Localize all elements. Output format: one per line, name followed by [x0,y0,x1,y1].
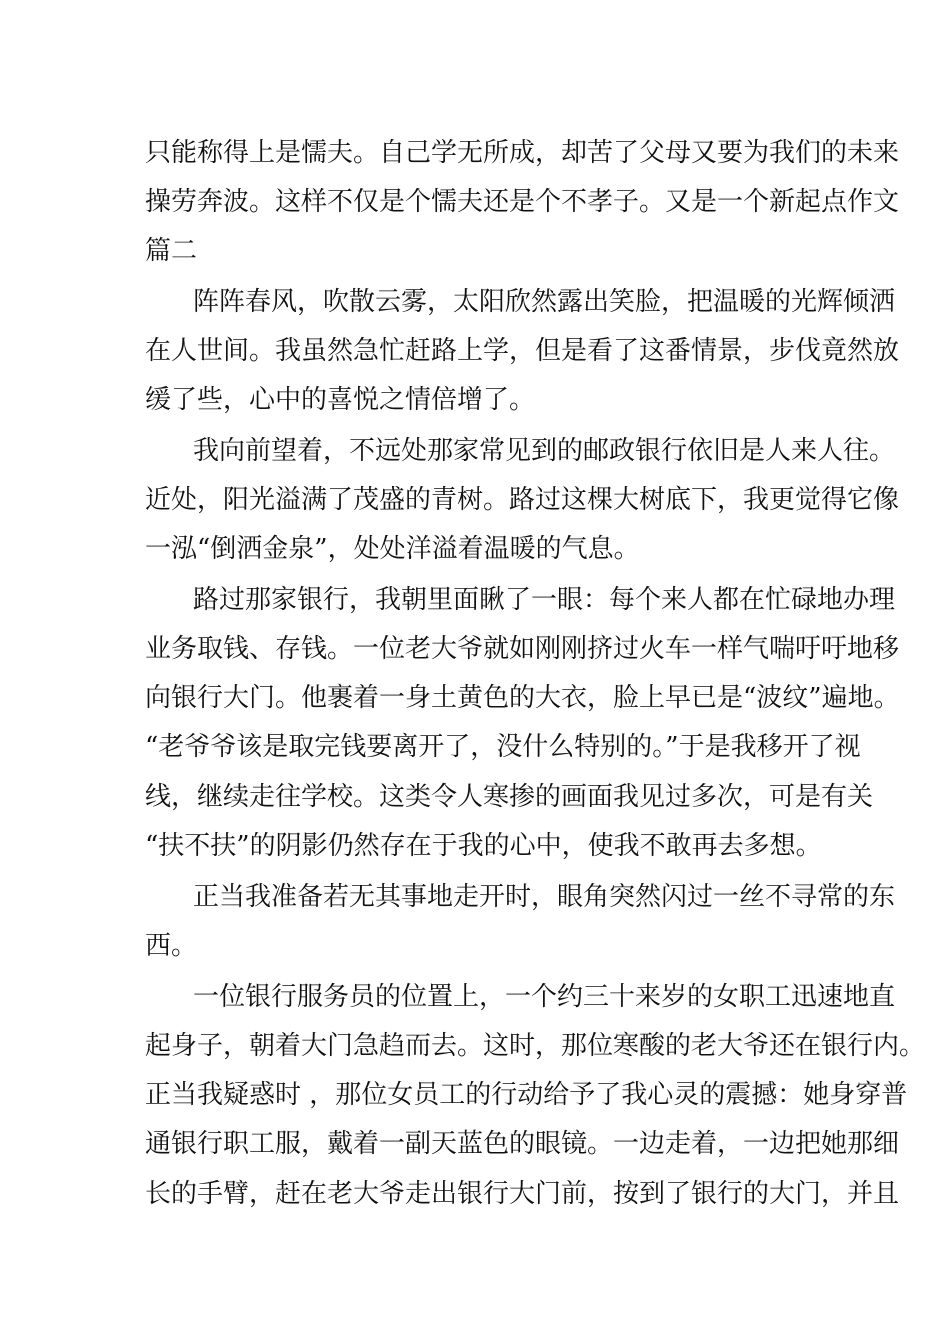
text-line: 篇二 [145,236,198,266]
text-line: 只能称得上是懦夫。自己学无所成，却苦了父母又要为我们的未来 [145,138,900,168]
paragraph-first-line: 一位银行服务员的位置上，一个约三十来岁的女职工迅速地直 [193,982,896,1012]
paragraph-first-line: 阵阵春风，吹散云雾，太阳欣然露出笑脸，把温暖的光辉倾洒 [193,287,896,317]
text-line: “扶不扶”的阴影仍然存在于我的心中，使我不敢再去多想。 [145,831,822,861]
text-line: 向银行大门。他裹着一身土黄色的大衣，脸上早已是“波纹”遍地。 [145,683,900,713]
text-line: 正当我疑惑时 ，那位女员工的行动给予了我心灵的震撼：她身穿普 [145,1080,908,1110]
text-line: 在人世间。我虽然急忙赶路上学，但是看了这番情景，步伐竟然放 [145,336,900,366]
text-line: 缓了些，心中的喜悦之情倍增了。 [145,385,536,415]
text-line: 一泓“倒洒金泉”，处处洋溢着温暖的气息。 [145,534,640,564]
text-line: 通银行职工服，戴着一副天蓝色的眼镜。一边走着，一边把她那细 [145,1129,900,1159]
paragraph-first-line: 路过那家银行，我朝里面瞅了一眼：每个来人都在忙碌地办理 [193,585,896,615]
text-line: 西。 [145,931,198,961]
text-line: 长的手臂，赶在老大爷走出银行大门前，按到了银行的大门，并且 [145,1179,900,1209]
text-line: 线，继续走往学校。这类令人寒掺的画面我见过多次，可是有关 [145,782,874,812]
text-line: 近处，阳光溢满了茂盛的青树。路过这棵大树底下，我更觉得它像 [145,485,900,515]
text-line: “老爷爷该是取完钱要离开了，没什么特别的。”于是我移开了视 [145,732,861,762]
paragraph-first-line: 正当我准备若无其事地走开时，眼角突然闪过一丝不寻常的东 [193,882,896,912]
text-line: 起身子，朝着大门急趋而去。这时，那位寒酸的老大爷还在银行内。 [145,1031,926,1061]
paragraph-first-line: 我向前望着，不远处那家常见到的邮政银行依旧是人来人往。 [193,436,896,466]
text-line: 操劳奔波。这样不仅是个懦夫还是个不孝子。又是一个新起点作文 [145,187,900,217]
text-line: 业务取钱、存钱。一位老大爷就如刚刚挤过火车一样气喘吁吁地移 [145,634,900,664]
